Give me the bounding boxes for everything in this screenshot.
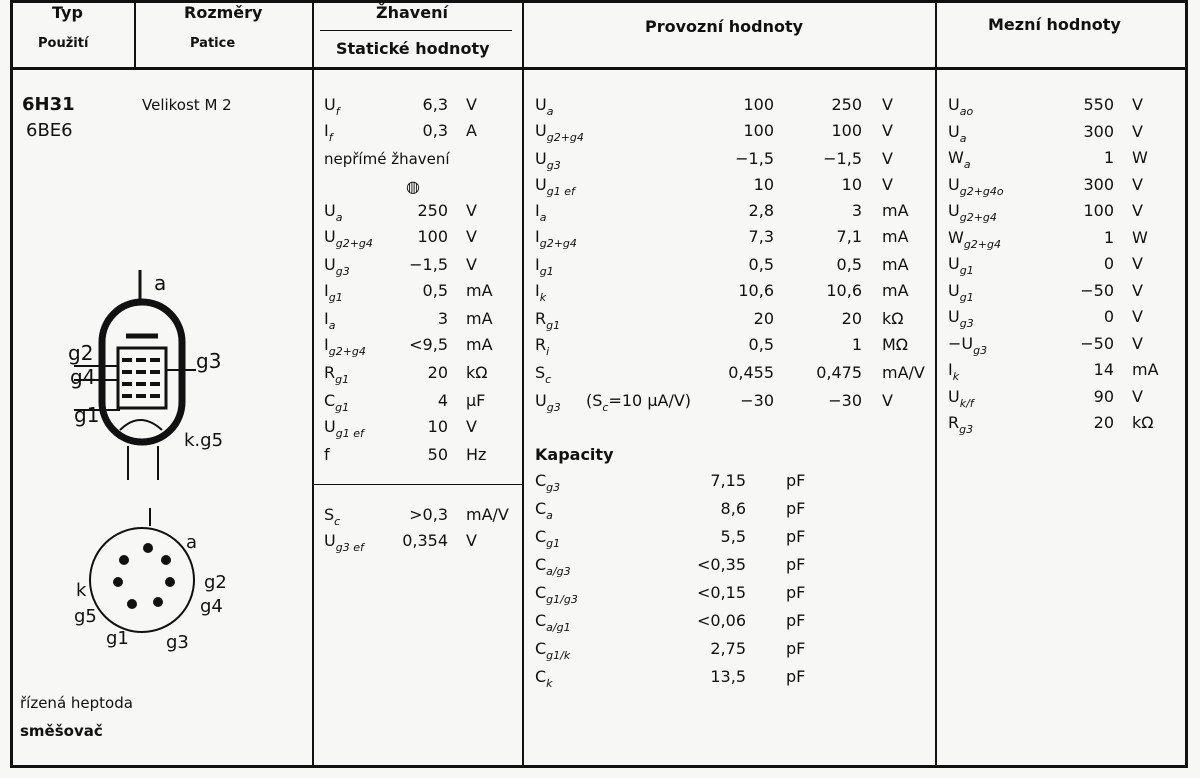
operating-row-value-1: 0,455 [728, 363, 774, 382]
limit-row-value: 90 [1093, 386, 1114, 406]
operating-row-value-2: 100 [831, 121, 862, 140]
capacity-row-unit: pF [786, 555, 806, 574]
base-label-a: a [186, 532, 198, 553]
col-divider-1 [134, 0, 136, 68]
header-patice: Patice [190, 36, 236, 51]
static-row-name [324, 532, 364, 552]
operating-row-name [535, 336, 549, 356]
capacity-row-name [535, 528, 560, 548]
static-row-name [324, 392, 349, 412]
limit-row-symbol: U [948, 201, 960, 220]
limit-row-unit: V [1132, 121, 1143, 141]
limit-row-subscript: a [959, 131, 967, 145]
capacity-row-symbol: C [535, 527, 547, 546]
static-row-subscript: g1 [335, 373, 350, 386]
header-pouziti: Použití [38, 36, 89, 51]
operating-row-symbol: R [535, 335, 547, 354]
limit-row-symbol: U [948, 95, 960, 114]
capacity-row-unit: pF [786, 667, 806, 686]
static-row-unit: V [466, 417, 477, 436]
operating-row-name [535, 282, 546, 302]
static-row-symbol: U [324, 531, 336, 550]
operating-row-symbol: R [535, 309, 547, 328]
operating-row-value-2: 1 [851, 335, 862, 354]
col-divider-2 [312, 0, 314, 768]
limit-row-name [948, 414, 973, 434]
operating-row-value-2: −1,5 [823, 149, 862, 168]
operating-row-subscript: g1 [539, 265, 554, 278]
operating-row-value-2: 0,475 [816, 363, 862, 382]
limit-row-name [948, 361, 959, 381]
operating-row-note [586, 392, 691, 412]
capacity-row-subscript: a [546, 509, 553, 522]
operating-row-symbol: I [535, 227, 540, 246]
header-typ: Typ [52, 3, 83, 22]
static-row-name [324, 336, 366, 356]
static-row-subscript: a [328, 319, 336, 332]
static-row-symbol: U [324, 255, 336, 274]
operating-row-subscript: g2+g4 [546, 131, 584, 144]
static-row-unit: mA [466, 281, 493, 300]
operating-row-unit: mA [882, 201, 909, 220]
operating-row-subscript: a [539, 211, 547, 224]
diagram-label-g3: g3 [196, 349, 222, 373]
static-row-name [324, 310, 335, 330]
capacity-row-name [535, 640, 570, 660]
static-row-unit: V [466, 531, 477, 550]
static-row-value: 10 [427, 417, 448, 436]
operating-row-unit: MΩ [882, 335, 909, 354]
static-row-name [324, 228, 373, 248]
limit-row-unit: V [1132, 201, 1143, 220]
tube-type-2: 6BE6 [26, 120, 73, 141]
limit-row-name [948, 176, 1004, 196]
operating-row-subscript: k [539, 291, 547, 304]
socket-symbol-icon: ◍ [406, 177, 420, 196]
limit-row-unit: V [1132, 386, 1143, 406]
limit-row-symbol: U [948, 280, 960, 300]
limit-row-unit: V [1132, 307, 1143, 326]
operating-row-symbol: U [535, 175, 547, 194]
operating-row-subscript: c [545, 373, 552, 386]
static-row-value: 0,3 [422, 121, 448, 140]
tube-use-1: řízená heptoda [20, 694, 133, 712]
operating-row-value-2: 20 [841, 309, 862, 328]
base-label-g4: g4 [200, 596, 223, 617]
limit-row-value: 300 [1083, 174, 1114, 194]
static-row-unit: Hz [466, 445, 487, 464]
base-label-k: k [76, 580, 87, 601]
capacity-row-name [535, 500, 553, 520]
operating-row-value-1: 100 [743, 121, 774, 140]
operating-row-name [535, 176, 575, 196]
operating-row-value-1: 10,6 [738, 281, 774, 300]
limit-row-subscript: a [963, 158, 971, 171]
static-row-text: nepřímé žhavení [324, 150, 450, 168]
operating-row-name [535, 150, 561, 170]
static-row-subscript: f [328, 131, 333, 144]
capacity-row-value: <0,35 [696, 555, 746, 574]
static-row-value: 0,354 [402, 531, 448, 550]
capacity-row-symbol: C [535, 555, 547, 574]
tube-diagram [40, 270, 240, 680]
static-row-value: 250 [417, 201, 448, 220]
operating-note-rest: =10 μA/V) [608, 391, 692, 410]
operating-row-value-1: 20 [753, 309, 774, 328]
operating-row-value-2: 7,1 [836, 227, 862, 246]
limit-row-name [948, 149, 971, 169]
static-row-subscript: a [335, 211, 343, 224]
limit-row-subscript: k/f [959, 396, 974, 410]
tube-type-1: 6H31 [22, 94, 75, 115]
static-row-subscript: c [334, 515, 341, 528]
static-row-unit: kΩ [466, 363, 488, 382]
capacity-row-subscript: g1/k [546, 649, 571, 662]
limit-row-value: 0 [1103, 307, 1114, 326]
col-divider-3 [522, 0, 524, 768]
static-row-value: >0,3 [409, 505, 448, 524]
header-separator [10, 67, 1188, 70]
limit-row-symbol: W [948, 148, 964, 167]
capacity-row-unit: pF [786, 611, 806, 630]
static-row-name [324, 418, 364, 438]
limit-row-subscript: g2+g4 [963, 237, 1002, 251]
capacity-row-value: 7,15 [710, 471, 746, 490]
static-row-symbol: f [324, 445, 330, 464]
limit-row-subscript: g3 [973, 343, 988, 357]
capacity-row-symbol: C [535, 611, 547, 630]
tube-size: Velikost M 2 [142, 96, 232, 114]
capacity-row-subscript: g3 [546, 481, 561, 494]
operating-row-unit: kΩ [882, 309, 904, 328]
static-row-symbol: U [324, 201, 336, 220]
capacity-row-name [535, 612, 571, 632]
base-label-g5: g5 [74, 606, 97, 627]
limit-row-subscript: g1 [959, 290, 974, 304]
operating-row-symbol: S [535, 363, 546, 382]
operating-row-symbol: U [535, 391, 547, 410]
static-row-value: 50 [427, 445, 448, 464]
operating-row-unit: mA [882, 227, 909, 246]
limit-row-value: 1 [1103, 148, 1114, 167]
capacity-row-subscript: a/g3 [546, 565, 571, 578]
limit-row-subscript: k [952, 370, 960, 383]
static-row-value: 3 [437, 309, 448, 328]
limit-row-unit: mA [1132, 360, 1159, 379]
operating-row-value-2: 3 [851, 201, 862, 220]
static-row-unit: A [466, 121, 477, 140]
static-row-symbol: U [324, 417, 336, 436]
capacity-row-subscript: a/g1 [546, 621, 571, 634]
operating-row-unit: V [882, 391, 893, 410]
operating-row-value-1: 0,5 [748, 255, 774, 274]
static-row-symbol: S [324, 505, 335, 524]
capacity-row-subscript: k [546, 677, 553, 690]
diagram-label-a: a [154, 271, 167, 295]
static-row-value: <9,5 [409, 335, 448, 354]
capacity-row-subscript: g1 [546, 537, 561, 550]
header-staticke-hodnoty: Statické hodnoty [336, 39, 490, 58]
operating-row-name [535, 392, 561, 412]
limit-row-subscript: g2+g4 [959, 211, 997, 224]
static-row-subscript: g1 [335, 401, 350, 414]
static-row-name [324, 256, 350, 276]
tube-use-2: směšovač [20, 722, 103, 740]
capacity-row-value: 8,6 [720, 499, 746, 518]
static-row-value: 0,5 [422, 281, 448, 300]
operating-row-value-2: 250 [831, 95, 862, 114]
limit-row-value: 100 [1083, 201, 1114, 220]
capacity-row-unit: pF [786, 471, 806, 490]
limit-row-name [948, 229, 1001, 249]
operating-row-value-1: −1,5 [735, 149, 774, 168]
operating-row-subscript: g1 ef [546, 185, 575, 198]
operating-row-subscript: i [546, 345, 550, 358]
limit-row-name [948, 308, 974, 328]
static-row-subscript: f [335, 105, 340, 118]
capacity-row-value: <0,15 [696, 583, 746, 602]
static-row-value: 4 [437, 391, 448, 410]
col-divider-4 [935, 0, 937, 768]
static-row-unit: V [466, 201, 477, 220]
static-row-unit: mA [466, 309, 493, 328]
header-zhaveni: Žhavení [376, 3, 448, 22]
operating-row-unit: V [882, 149, 893, 168]
capacity-row-subscript: g1/g3 [546, 593, 578, 606]
operating-row-value-1: 0,5 [748, 335, 774, 354]
static-row-name [324, 122, 333, 142]
operating-row-value-1: 10 [753, 175, 774, 194]
limit-row-subscript: ao [959, 105, 974, 118]
capacity-row-unit: pF [786, 499, 806, 518]
static-row-unit: mA [466, 335, 493, 354]
operating-row-name [535, 256, 554, 276]
operating-row-unit: V [882, 95, 893, 114]
limit-row-unit: V [1132, 333, 1143, 353]
diagram-label-g1: g1 [74, 403, 100, 427]
operating-row-symbol: I [535, 201, 540, 220]
operating-row-name [535, 122, 584, 142]
operating-row-value-1: 2,8 [748, 201, 774, 220]
capacity-row-value: 13,5 [710, 667, 746, 686]
limit-row-symbol: U [948, 174, 960, 194]
static-row-subscript: g1 ef [335, 427, 364, 440]
header-mezni-hodnoty: Mezní hodnoty [988, 15, 1121, 34]
static-row-name [324, 202, 342, 222]
static-row-unit: μF [466, 391, 486, 410]
operating-row-symbol: I [535, 255, 540, 274]
static-row-subscript: g2+g4 [335, 237, 373, 250]
header-rozmery: Rozměry [184, 3, 263, 22]
static-row-symbol: C [324, 391, 336, 410]
limit-row-symbol: U [948, 121, 960, 141]
limit-row-name [948, 335, 987, 355]
base-label-g1: g1 [106, 628, 129, 649]
diagram-label-g2: g2 [68, 341, 94, 365]
limit-row-value: 550 [1083, 95, 1114, 114]
limit-row-name [948, 202, 997, 222]
limit-row-name [948, 96, 973, 116]
capacity-row-value: 2,75 [710, 639, 746, 658]
static-row-subscript: g3 ef [335, 541, 364, 554]
limit-row-symbol: I [948, 360, 953, 379]
static-separator [314, 484, 522, 485]
static-row-name [324, 446, 330, 464]
operating-row-unit: mA/V [882, 363, 925, 382]
static-row-symbol: U [324, 95, 336, 114]
capacity-row-symbol: C [535, 499, 547, 518]
limit-row-symbol: W [948, 227, 964, 247]
limit-row-unit: V [1132, 254, 1143, 273]
static-row-symbol: I [324, 121, 329, 140]
capacity-row-name [535, 584, 578, 604]
capacity-title: Kapacity [535, 445, 614, 464]
limit-row-symbol: R [948, 413, 960, 432]
operating-row-unit: V [882, 121, 893, 140]
static-row-value: 6,3 [422, 95, 448, 114]
operating-row-value-1: 7,3 [748, 227, 774, 246]
zhaveni-underline [320, 30, 512, 31]
capacity-row-name [535, 472, 560, 492]
static-row-unit: mA/V [466, 505, 509, 524]
operating-row-name [535, 202, 546, 222]
limit-row-name [948, 282, 974, 302]
header-provozni-hodnoty: Provozní hodnoty [645, 17, 804, 36]
capacity-row-unit: pF [786, 527, 806, 546]
capacity-row-unit: pF [786, 639, 806, 658]
limit-row-value: 1 [1103, 227, 1114, 247]
capacity-row-symbol: C [535, 471, 547, 490]
diagram-label-kg5: k.g5 [184, 430, 224, 451]
operating-row-unit: mA [882, 255, 909, 274]
static-row-name [324, 364, 349, 384]
static-row-name [324, 96, 340, 116]
operating-row-subscript: g2+g4 [539, 237, 577, 250]
static-row-value: −1,5 [409, 255, 448, 274]
operating-note-subscript: c [602, 401, 609, 414]
limit-row-name [948, 123, 966, 143]
operating-row-subscript: g3 [546, 401, 561, 414]
limit-row-unit: V [1132, 174, 1143, 194]
operating-row-symbol: U [535, 95, 547, 114]
limit-row-value: 0 [1103, 254, 1114, 273]
limit-row-symbol: U [948, 307, 960, 326]
limit-row-subscript: g1 [959, 264, 974, 277]
capacity-row-name [535, 556, 571, 576]
limit-row-subscript: g3 [959, 423, 974, 436]
static-row-value: 20 [427, 363, 448, 382]
operating-row-value-2: 0,5 [836, 255, 862, 274]
operating-row-unit: V [882, 175, 893, 194]
limit-row-value: 14 [1093, 360, 1114, 379]
operating-row-name [535, 310, 560, 330]
limit-row-unit: kΩ [1132, 413, 1154, 432]
operating-row-symbol: U [535, 121, 547, 140]
limit-row-unit: V [1132, 280, 1143, 300]
static-row-unit: V [466, 255, 477, 274]
limit-row-value: −50 [1080, 280, 1114, 300]
operating-row-subscript: a [546, 105, 554, 118]
limit-row-name [948, 388, 974, 408]
operating-row-name [535, 96, 553, 116]
limit-row-unit: W [1132, 227, 1148, 247]
capacity-row-unit: pF [786, 583, 806, 602]
limit-row-symbol: U [948, 386, 960, 406]
operating-row-unit: mA [882, 281, 909, 300]
operating-row-symbol: U [535, 149, 547, 168]
limit-row-symbol: −U [948, 333, 974, 353]
limit-row-value: −50 [1080, 333, 1114, 353]
limit-row-name [948, 255, 974, 275]
capacity-row-symbol: C [535, 639, 547, 658]
limit-row-unit: W [1132, 148, 1148, 167]
operating-row-value-1: −30 [740, 391, 774, 410]
static-row-symbol: I [324, 309, 329, 328]
operating-row-value-2: 10 [841, 175, 862, 194]
operating-row-value-2: 10,6 [826, 281, 862, 300]
operating-row-name [535, 364, 551, 384]
static-row-unit: V [466, 95, 477, 114]
capacity-row-symbol: C [535, 583, 547, 602]
capacity-row-value: <0,06 [696, 611, 746, 630]
capacity-row-symbol: C [535, 667, 547, 686]
static-row-subscript: g2+g4 [328, 345, 366, 358]
operating-row-symbol: I [535, 281, 540, 300]
limit-row-symbol: U [948, 254, 960, 273]
static-row-name [324, 506, 340, 526]
static-row-unit: V [466, 227, 477, 246]
limit-row-unit: V [1132, 95, 1143, 114]
operating-row-value-2: −30 [828, 391, 862, 410]
limit-row-subscript: g2+g4o [959, 184, 1004, 198]
static-row-symbol: I [324, 335, 329, 354]
base-label-g2: g2 [204, 572, 227, 593]
capacity-row-value: 5,5 [720, 527, 746, 546]
operating-row-subscript: g3 [546, 159, 561, 172]
static-row-symbol: U [324, 227, 336, 246]
capacity-row-name [535, 668, 553, 688]
static-row-name [324, 282, 343, 302]
operating-note-open: (S [586, 391, 603, 410]
static-row-symbol: I [324, 281, 329, 300]
diagram-label-g4: g4 [70, 365, 96, 389]
base-label-g3: g3 [166, 632, 189, 653]
operating-row-subscript: g1 [546, 319, 561, 332]
operating-row-value-1: 100 [743, 95, 774, 114]
static-row-symbol: R [324, 363, 336, 382]
limit-row-subscript: g3 [959, 317, 974, 330]
static-row-subscript: g3 [335, 265, 350, 278]
limit-row-value: 20 [1093, 413, 1114, 432]
static-row-subscript: g1 [328, 291, 343, 304]
operating-row-name [535, 228, 577, 248]
limit-row-value: 300 [1083, 121, 1114, 141]
static-row-value: 100 [417, 227, 448, 246]
